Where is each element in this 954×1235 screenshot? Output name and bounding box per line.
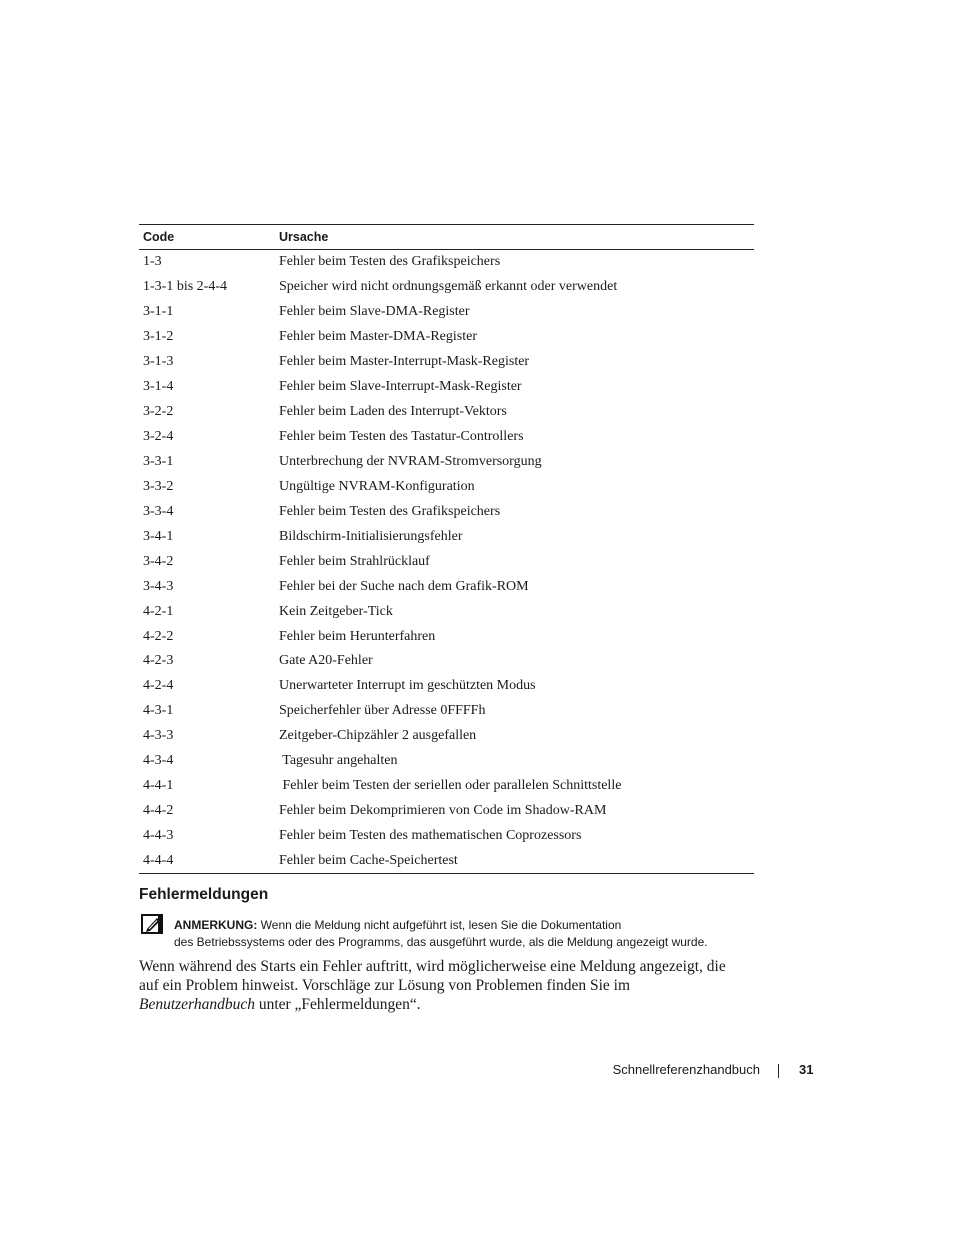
table-row: [139, 524, 754, 549]
table-row: [139, 300, 754, 325]
cause-cell: Gate A20-Fehler: [279, 653, 373, 669]
page-number: 31: [799, 1062, 814, 1077]
table-row: [139, 350, 754, 375]
table-row: [139, 849, 754, 874]
cause-cell: Bildschirm-Initialisierungsfehler: [279, 528, 463, 544]
code-cell: 4-3-4: [143, 753, 174, 769]
code-cell: 4-2-4: [143, 678, 174, 694]
table-header: [139, 225, 754, 250]
code-cell: 4-4-2: [143, 803, 174, 819]
code-cell: 1-3: [143, 254, 162, 270]
table-row: [139, 649, 754, 674]
table-row: [139, 275, 754, 300]
table-row: [139, 549, 754, 574]
body-text-after: unter „Fehlermeldungen“.: [254, 996, 421, 1013]
code-cell: 4-3-3: [143, 728, 174, 744]
note-line-1: Wenn die Meldung nicht aufgeführt ist, lesen Sie die Dokumentation: [257, 918, 622, 932]
cause-cell: Tagesuhr angehalten: [279, 753, 398, 769]
code-cell: 3-3-1: [143, 453, 174, 469]
cause-cell: Ungültige NVRAM-Konfiguration: [279, 478, 475, 494]
column-header-code: Code: [143, 230, 175, 244]
cause-cell: Fehler beim Testen des Grafikspeichers: [279, 254, 501, 270]
code-cell: 3-4-1: [143, 528, 174, 544]
cause-cell: Fehler beim Master-DMA-Register: [279, 329, 478, 345]
page-footer: [0, 1062, 954, 1082]
code-cell: 3-4-2: [143, 553, 174, 569]
table-row: [139, 749, 754, 774]
footer-separator: [778, 1064, 779, 1078]
cause-cell: Kein Zeitgeber-Tick: [279, 603, 393, 619]
code-cell: 4-4-1: [143, 778, 174, 794]
cause-cell: Fehler bei der Suche nach dem Grafik-ROM: [279, 578, 529, 594]
section-heading: Fehlermeldungen: [139, 886, 269, 903]
code-cell: 3-2-4: [143, 429, 174, 445]
code-cell: 3-2-2: [143, 404, 174, 420]
table-row: [139, 325, 754, 350]
cause-cell: Zeitgeber-Chipzähler 2 ausgefallen: [279, 728, 477, 744]
table-row: [139, 724, 754, 749]
cause-cell: Fehler beim Slave-DMA-Register: [279, 304, 470, 320]
cause-cell: Unterbrechung der NVRAM-Stromversorgung: [279, 453, 542, 469]
cause-cell: Speicher wird nicht ordnungsgemäß erkannt oder verwendet: [279, 279, 618, 295]
table-row: [139, 450, 754, 475]
code-cell: 3-1-1: [143, 304, 174, 320]
table-row: [139, 674, 754, 699]
body-text-before: Wenn während des Starts ein Fehler auftritt, wird möglicherweise eine Meldung angezeigt, die auf ein Problem hinweist. Vorschläge zur Lösung von Problemen finden Sie im: [139, 958, 726, 994]
table-row: [139, 375, 754, 400]
note-line-2: des Betriebssystems oder des Programms, das ausgeführt wurde, als die Meldung angezeigt wurde.: [174, 935, 708, 949]
table-row: [139, 799, 754, 824]
cause-cell: Fehler beim Laden des Interrupt-Vektors: [279, 404, 507, 420]
cause-cell: Fehler beim Testen des Grafikspeichers: [279, 503, 501, 519]
note-label: ANMERKUNG:: [174, 918, 258, 932]
code-cell: 4-3-1: [143, 703, 174, 719]
beep-code-table: [139, 224, 754, 874]
table-row: [139, 699, 754, 724]
table-row: [139, 774, 754, 799]
cause-cell: Fehler beim Dekomprimieren von Code im Shadow-RAM: [279, 803, 607, 819]
cause-cell: Fehler beim Master-Interrupt-Mask-Register: [279, 354, 530, 370]
cause-cell: Fehler beim Testen des mathematischen Coprozessors: [279, 828, 582, 844]
table-row: [139, 499, 754, 524]
footer-title: Schnellreferenzhandbuch: [612, 1062, 760, 1077]
body-paragraph: [139, 957, 729, 1014]
cause-cell: Fehler beim Testen der seriellen oder parallelen Schnittstelle: [279, 778, 622, 794]
table-row: [139, 425, 754, 450]
cause-cell: Fehler beim Slave-Interrupt-Mask-Register: [279, 379, 522, 395]
code-cell: 4-2-2: [143, 628, 174, 644]
cause-cell: Fehler beim Testen des Tastatur-Controllers: [279, 429, 524, 445]
table-row: [139, 400, 754, 425]
cause-cell: Speicherfehler über Adresse 0FFFFh: [279, 703, 486, 719]
note-block: [174, 917, 774, 951]
code-cell: 3-1-4: [143, 379, 174, 395]
table-row: [139, 250, 754, 275]
column-header-cause: Ursache: [279, 230, 329, 244]
code-cell: 3-3-4: [143, 503, 174, 519]
code-cell: 3-1-2: [143, 329, 174, 345]
table-row: [139, 624, 754, 649]
code-cell: 1-3-1 bis 2-4-4: [143, 279, 227, 295]
code-cell: 4-4-3: [143, 828, 174, 844]
code-cell: 4-4-4: [143, 852, 174, 868]
table-row: [139, 599, 754, 624]
body-text-italic: Benutzerhandbuch: [139, 996, 255, 1013]
pencil-note-icon: [141, 914, 163, 934]
cause-cell: Fehler beim Herunterfahren: [279, 628, 436, 644]
code-cell: 3-1-3: [143, 354, 174, 370]
code-cell: 4-2-3: [143, 653, 174, 669]
cause-cell: Fehler beim Strahlrücklauf: [279, 553, 430, 569]
code-cell: 3-3-2: [143, 478, 174, 494]
code-cell: 3-4-3: [143, 578, 174, 594]
table-row: [139, 824, 754, 849]
table-row: [139, 574, 754, 599]
table-row: [139, 474, 754, 499]
cause-cell: Fehler beim Cache-Speichertest: [279, 852, 458, 868]
code-cell: 4-2-1: [143, 603, 174, 619]
table-body: [139, 250, 754, 873]
cause-cell: Unerwarteter Interrupt im geschützten Modus: [279, 678, 536, 694]
